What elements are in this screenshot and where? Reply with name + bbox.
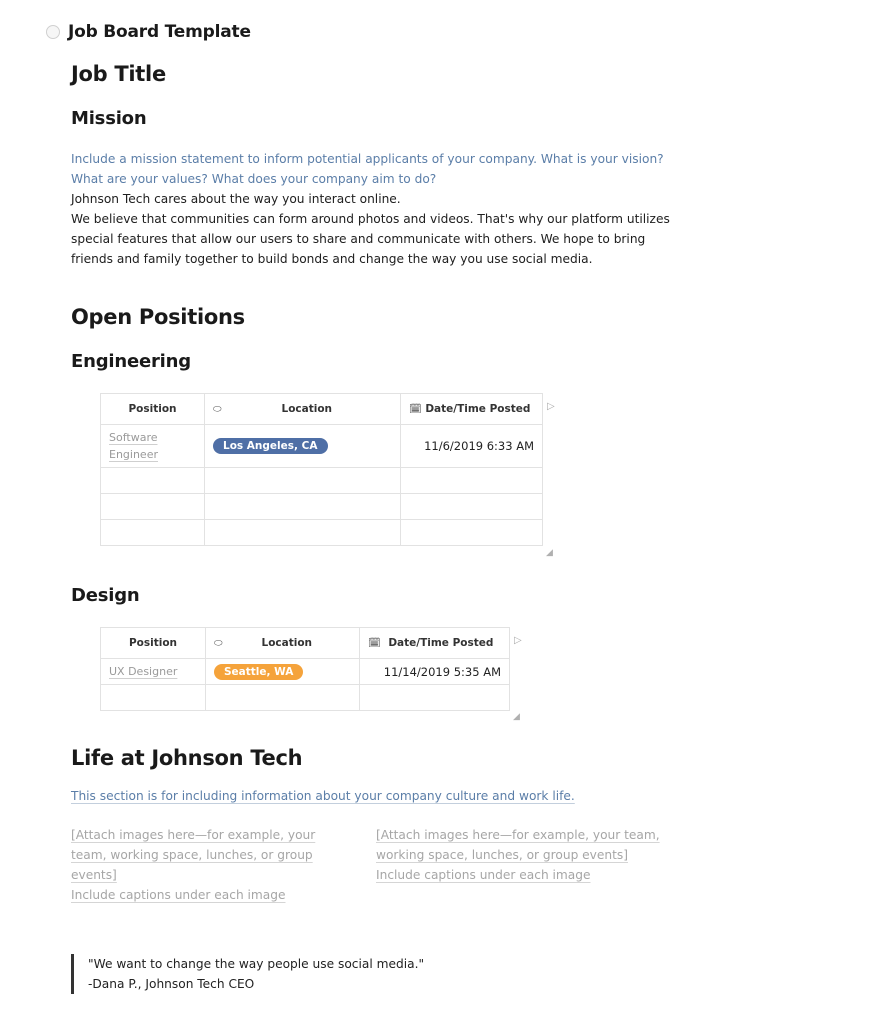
resize-handle-icon[interactable]: ◢	[546, 548, 553, 558]
image-placeholder-left[interactable]	[71, 825, 315, 905]
life-intro-text: This section is for including information about your company culture and work life.	[71, 789, 575, 803]
column-header-position[interactable]	[101, 394, 205, 425]
mission-hint	[71, 149, 664, 189]
column-header-label: Position	[128, 403, 177, 415]
page-title: Job Board Template	[68, 22, 251, 42]
column-header-label: Location	[261, 637, 313, 649]
engineering-table	[100, 393, 543, 546]
image-placeholder-right[interactable]	[376, 825, 660, 885]
empty-cell[interactable]	[101, 468, 205, 494]
placeholder-caption: Include captions under each image	[71, 888, 286, 902]
quote-text: "We want to change the way people use social media."	[88, 957, 425, 971]
column-header-label: Date/Time Posted	[425, 403, 531, 415]
empty-cell[interactable]	[101, 494, 205, 520]
heading-mission: Mission	[71, 108, 147, 129]
column-header-label: Position	[128, 637, 178, 649]
column-header-location[interactable]	[206, 628, 360, 659]
mission-text-line: Johnson Tech cares about the way you interact online.	[71, 192, 401, 206]
location-cell[interactable]	[206, 659, 360, 685]
heading-life: Life at Johnson Tech	[71, 746, 303, 770]
table-row[interactable]	[101, 685, 510, 711]
table-row[interactable]	[101, 425, 543, 468]
empty-cell[interactable]	[205, 520, 401, 546]
calendar-icon: 🗓	[368, 637, 381, 649]
column-header-label: Date/Time Posted	[388, 637, 494, 649]
calendar-icon: 🗓	[409, 403, 422, 415]
position-text: Engineer	[109, 448, 158, 461]
date-cell[interactable]: 11/6/2019 6:33 AM	[401, 425, 543, 468]
table-row[interactable]	[101, 520, 543, 546]
column-header-location[interactable]	[205, 394, 401, 425]
empty-cell[interactable]	[401, 520, 543, 546]
design-table	[100, 627, 510, 711]
position-cell[interactable]	[101, 425, 205, 468]
location-cell[interactable]	[205, 425, 401, 468]
mission-hint-line: Include a mission statement to inform potential applicants of your company. What is your vision?	[71, 152, 664, 166]
mission-text-line: special features that allow our users to share and communicate with others. We hope to bring	[71, 232, 646, 246]
table-header-row	[101, 394, 543, 425]
location-tag: Los Angeles, CA	[213, 438, 328, 454]
date-cell[interactable]: 11/14/2019 5:35 AM	[360, 659, 510, 685]
select-property-icon: ⬭	[213, 403, 222, 415]
resize-handle-icon[interactable]: ◢	[513, 712, 520, 722]
column-header-date[interactable]	[401, 394, 543, 425]
table-row[interactable]	[101, 468, 543, 494]
placeholder-caption: Include captions under each image	[376, 868, 591, 882]
empty-cell[interactable]	[360, 685, 510, 711]
page-circle-icon[interactable]	[46, 25, 60, 39]
placeholder-line: team, working space, lunches, or group	[71, 848, 313, 862]
mission-hint-line: What are your values? What does your company aim to do?	[71, 172, 437, 186]
life-intro	[71, 786, 575, 806]
table-row[interactable]	[101, 494, 543, 520]
placeholder-line: [Attach images here—for example, your team,	[376, 828, 660, 842]
empty-cell[interactable]	[401, 468, 543, 494]
empty-cell[interactable]	[205, 494, 401, 520]
heading-engineering: Engineering	[71, 351, 191, 372]
table-row[interactable]	[101, 659, 510, 685]
add-column-icon[interactable]: ▷	[514, 635, 522, 646]
add-column-icon[interactable]: ▷	[547, 401, 555, 412]
quote-author: -Dana P., Johnson Tech CEO	[88, 977, 255, 991]
mission-text-line: We believe that communities can form around photos and videos. That's why our platform utilizes	[71, 212, 670, 226]
position-cell[interactable]	[101, 659, 206, 685]
empty-cell[interactable]	[101, 520, 205, 546]
position-text: Software	[109, 431, 158, 444]
placeholder-line: [Attach images here—for example, your	[71, 828, 316, 842]
column-header-position[interactable]	[101, 628, 206, 659]
heading-design: Design	[71, 585, 140, 606]
select-property-icon: ⬭	[214, 637, 223, 649]
heading-job-title: Job Title	[71, 62, 166, 86]
mission-text-line: friends and family together to build bonds and change the way you use social media.	[71, 252, 593, 266]
empty-cell[interactable]	[101, 685, 206, 711]
empty-cell[interactable]	[401, 494, 543, 520]
position-text: UX Designer	[109, 665, 178, 678]
heading-open-positions: Open Positions	[71, 305, 245, 329]
empty-cell[interactable]	[206, 685, 360, 711]
page-header	[46, 22, 251, 42]
ceo-quote	[71, 954, 424, 994]
empty-cell[interactable]	[205, 468, 401, 494]
location-tag: Seattle, WA	[214, 664, 303, 680]
placeholder-line: working space, lunches, or group events]	[376, 848, 628, 862]
placeholder-line: events]	[71, 868, 117, 882]
column-header-date[interactable]	[360, 628, 510, 659]
table-header-row	[101, 628, 510, 659]
mission-text	[71, 189, 670, 269]
column-header-label: Location	[281, 403, 333, 415]
